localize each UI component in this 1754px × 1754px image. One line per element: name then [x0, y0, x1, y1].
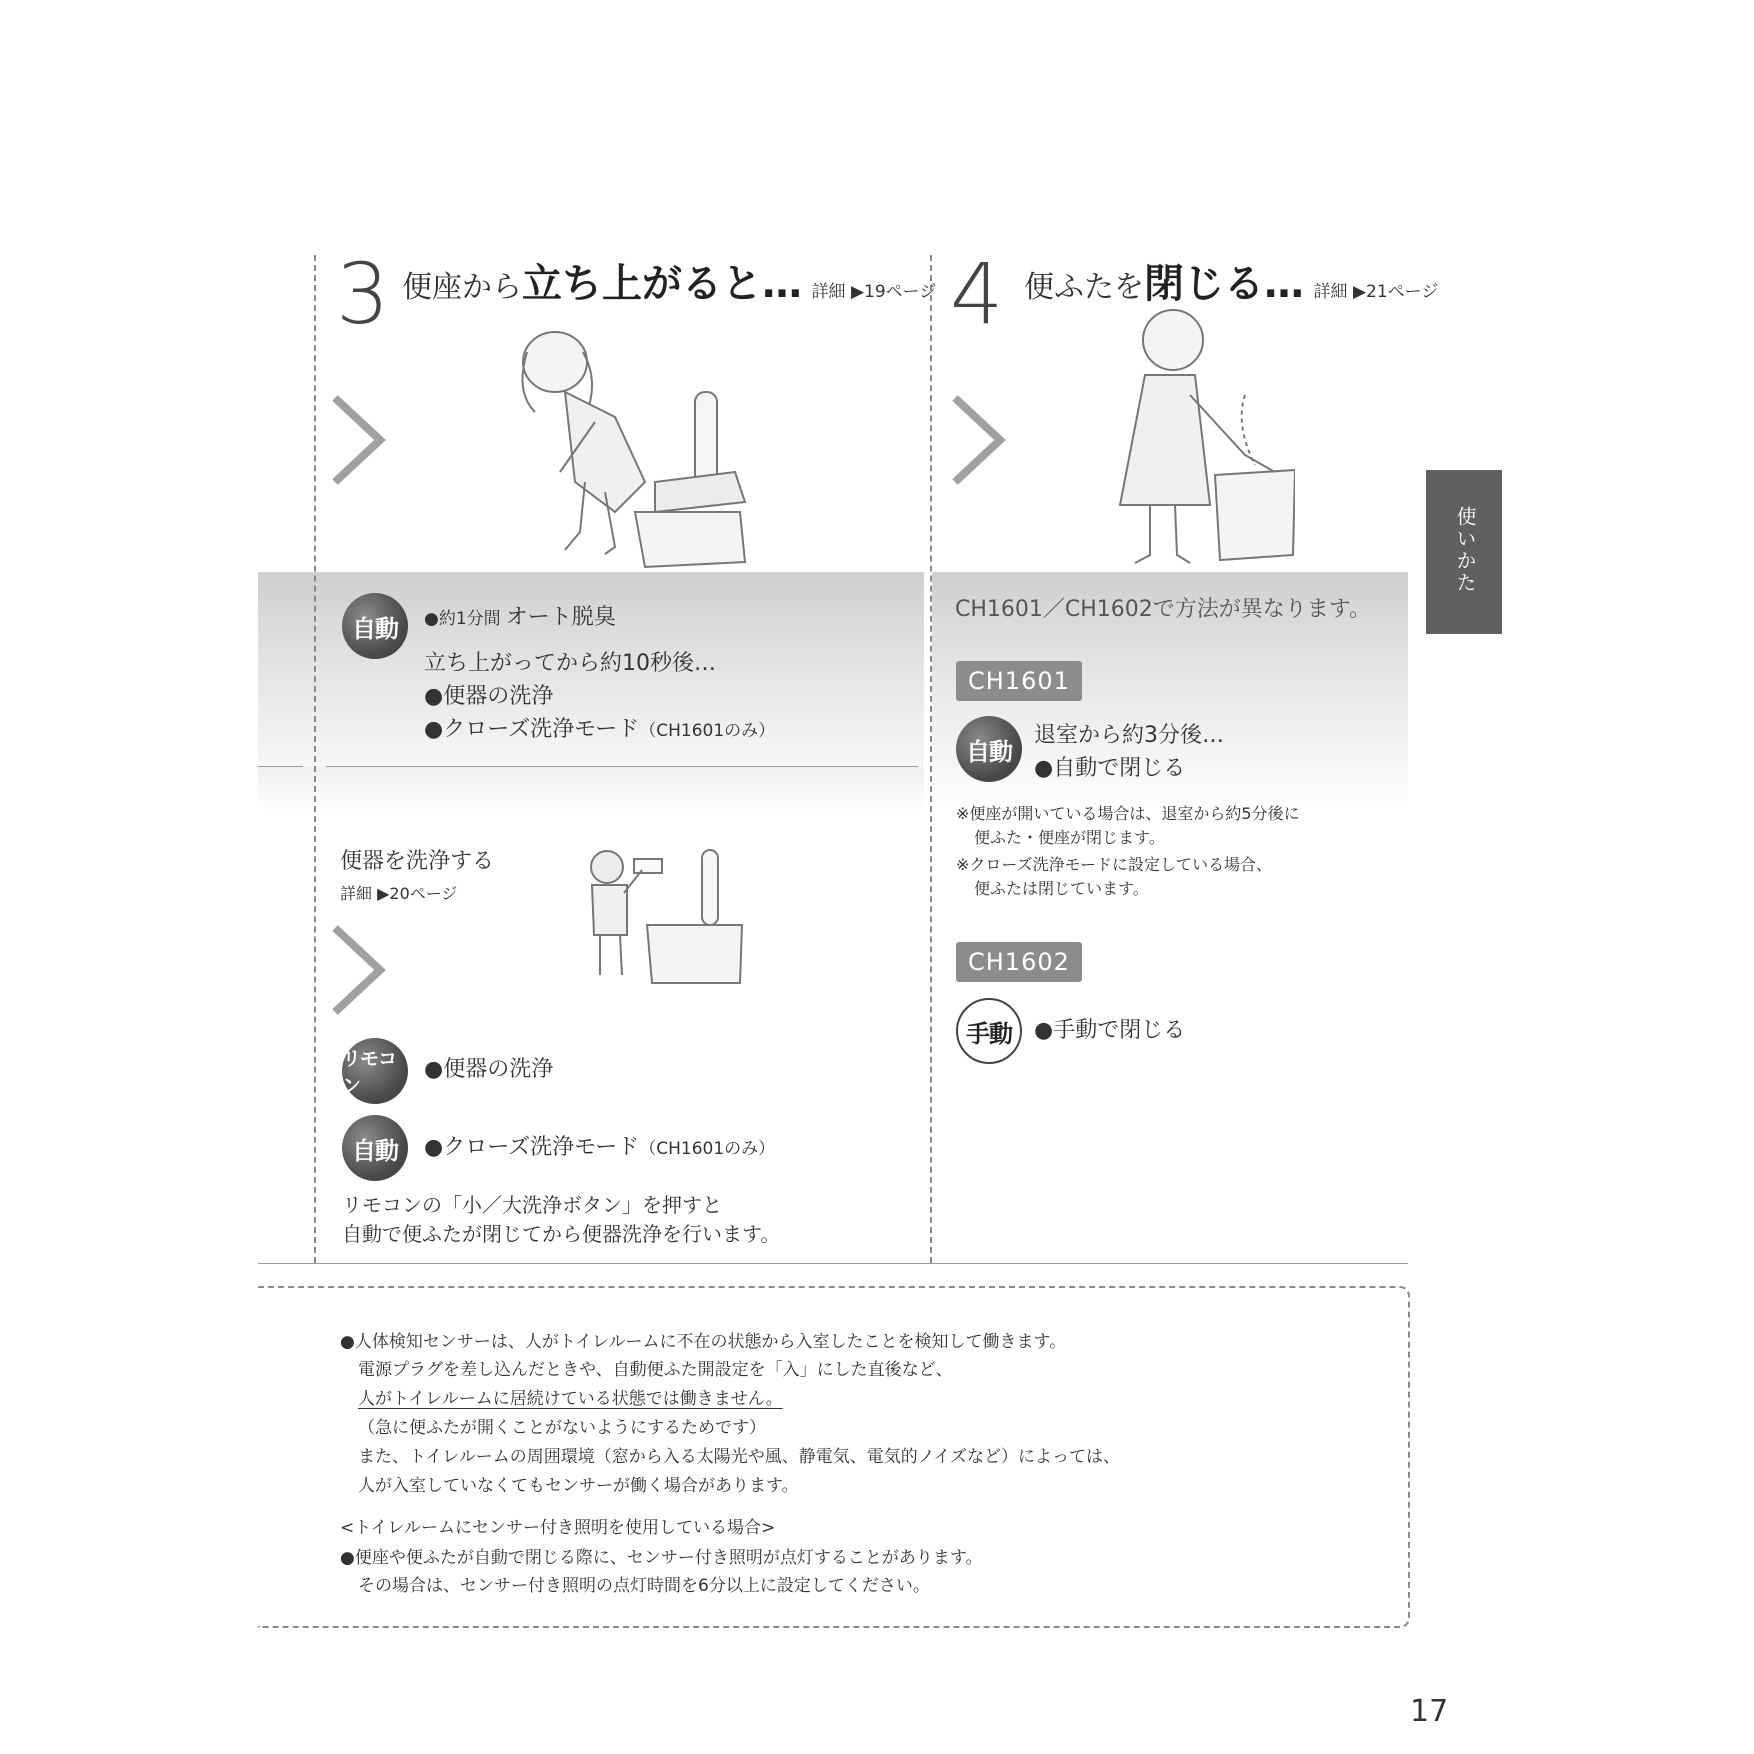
arrow-right-icon: [270, 920, 390, 1020]
step3-title: [402, 261, 937, 307]
note1-line1: ※便座が開いている場合は、退室から約5分後に: [956, 804, 1300, 823]
note-line-8: その場合は、センサー付き照明の点灯時間を6分以上に設定してください。: [358, 1576, 930, 1596]
close-flush-mode-note: （CH1601のみ）: [639, 721, 776, 741]
note2-line1: ※クローズ洗浄モードに設定している場合、: [956, 855, 1272, 874]
section-side-tab[interactable]: [1426, 470, 1502, 634]
step4-title-bold: 閉じる…: [1144, 261, 1304, 307]
person-standing-up-illustration: [505, 322, 765, 570]
arrow-right-icon: [890, 390, 1010, 490]
note-line-2: 電源プラグを差し込んだときや、自動便ふた開設定を「入」にした直後など、: [358, 1360, 953, 1380]
step3-title-lead: 便座から: [402, 270, 522, 305]
close-flush-mode-item: [424, 716, 775, 744]
close-flush-mode-label: ●クローズ洗浄モード: [424, 717, 640, 742]
note-line-6: 人が入室していなくてもセンサーが働く場合があります。: [358, 1476, 799, 1496]
remote-badge: リモコン: [342, 1038, 408, 1104]
ch1601-auto-close: ●自動で閉じる: [1034, 756, 1186, 781]
deodorize-duration: ●約1分間: [424, 609, 501, 629]
auto-badge: 自動: [956, 716, 1022, 782]
auto-close-flush-item: [424, 1134, 775, 1162]
remote-flush-item: ●便器の洗浄: [424, 1057, 554, 1082]
step3-number: 3: [336, 245, 390, 343]
note-line-5: また、トイレルームの周囲環境（窓から入る太陽光や風、静電気、電気的ノイズなど）によっては、: [358, 1447, 1121, 1467]
model-difference-text: CH1601／CH1602で方法が異なります。: [955, 597, 1372, 622]
model-label-ch1601: CH1601: [956, 661, 1082, 701]
ch1602-manual-close: ●手動で閉じる: [1034, 1018, 1186, 1043]
flush-desc-line1: リモコンの「小／大洗浄ボタン」を押すと: [342, 1193, 722, 1217]
note-subheading: <トイレルームにセンサー付き照明を使用している場合>: [340, 1518, 776, 1538]
note1-line2: 便ふた・便座が閉じます。: [974, 828, 1165, 847]
person-closing-lid-illustration: [1095, 305, 1295, 567]
arrow-right-icon: [270, 390, 390, 490]
manual-badge: 手動: [956, 998, 1022, 1064]
note-line-3: 人がトイレルームに居続けている状態では働きません。: [358, 1389, 783, 1409]
note-line-1: ●人体検知センサーは、人がトイレルームに不在の状態から入室したことを検知して働きます。: [340, 1332, 1067, 1352]
auto-close-flush-note: （CH1601のみ）: [639, 1139, 776, 1159]
flush-heading: 便器を洗浄する: [340, 849, 495, 874]
step3-detail-link[interactable]: 詳細 ▶19ページ: [811, 282, 937, 302]
step4-number: 4: [950, 245, 1004, 343]
side-tab-label: 使いかた: [1453, 506, 1477, 594]
deodorize-label: オート脱臭: [505, 605, 616, 630]
note-line-7: ●便座や便ふたが自動で閉じる際に、センサー付き照明が点灯することがあります。: [340, 1548, 983, 1568]
child-flushing-illustration: [572, 845, 762, 990]
model-label-ch1602: CH1602: [956, 942, 1082, 982]
note2-line2: 便ふたは閉じています。: [974, 879, 1149, 898]
divider-step3: [326, 766, 918, 767]
flush-desc-line2: 自動で便ふたが閉じてから便器洗浄を行います。: [342, 1222, 781, 1246]
auto-badge: 自動: [342, 1115, 408, 1181]
step4-detail-link[interactable]: 詳細 ▶21ページ: [1313, 282, 1439, 302]
divider-bottom: [258, 1263, 1408, 1264]
step4-title: [1024, 261, 1439, 307]
flush-bowl-item: ●便器の洗浄: [424, 684, 554, 709]
note-line-4: （急に便ふたが開くことがないようにするためです）: [358, 1418, 766, 1438]
page-number: 17: [1410, 1694, 1449, 1729]
step3-title-bold: 立ち上がると…: [522, 261, 802, 307]
step3-panel-fade: [258, 767, 924, 812]
divider-stub: [258, 766, 303, 767]
deodorize-line: [424, 604, 616, 632]
ch1601-timing: 退室から約3分後…: [1034, 723, 1224, 748]
flush-detail-link[interactable]: 詳細 ▶20ページ: [340, 884, 458, 903]
after-standing-text: 立ち上がってから約10秒後…: [424, 651, 716, 676]
step4-title-lead: 便ふたを: [1024, 270, 1144, 305]
auto-close-flush-label: ●クローズ洗浄モード: [424, 1135, 640, 1160]
auto-badge: 自動: [342, 593, 408, 659]
